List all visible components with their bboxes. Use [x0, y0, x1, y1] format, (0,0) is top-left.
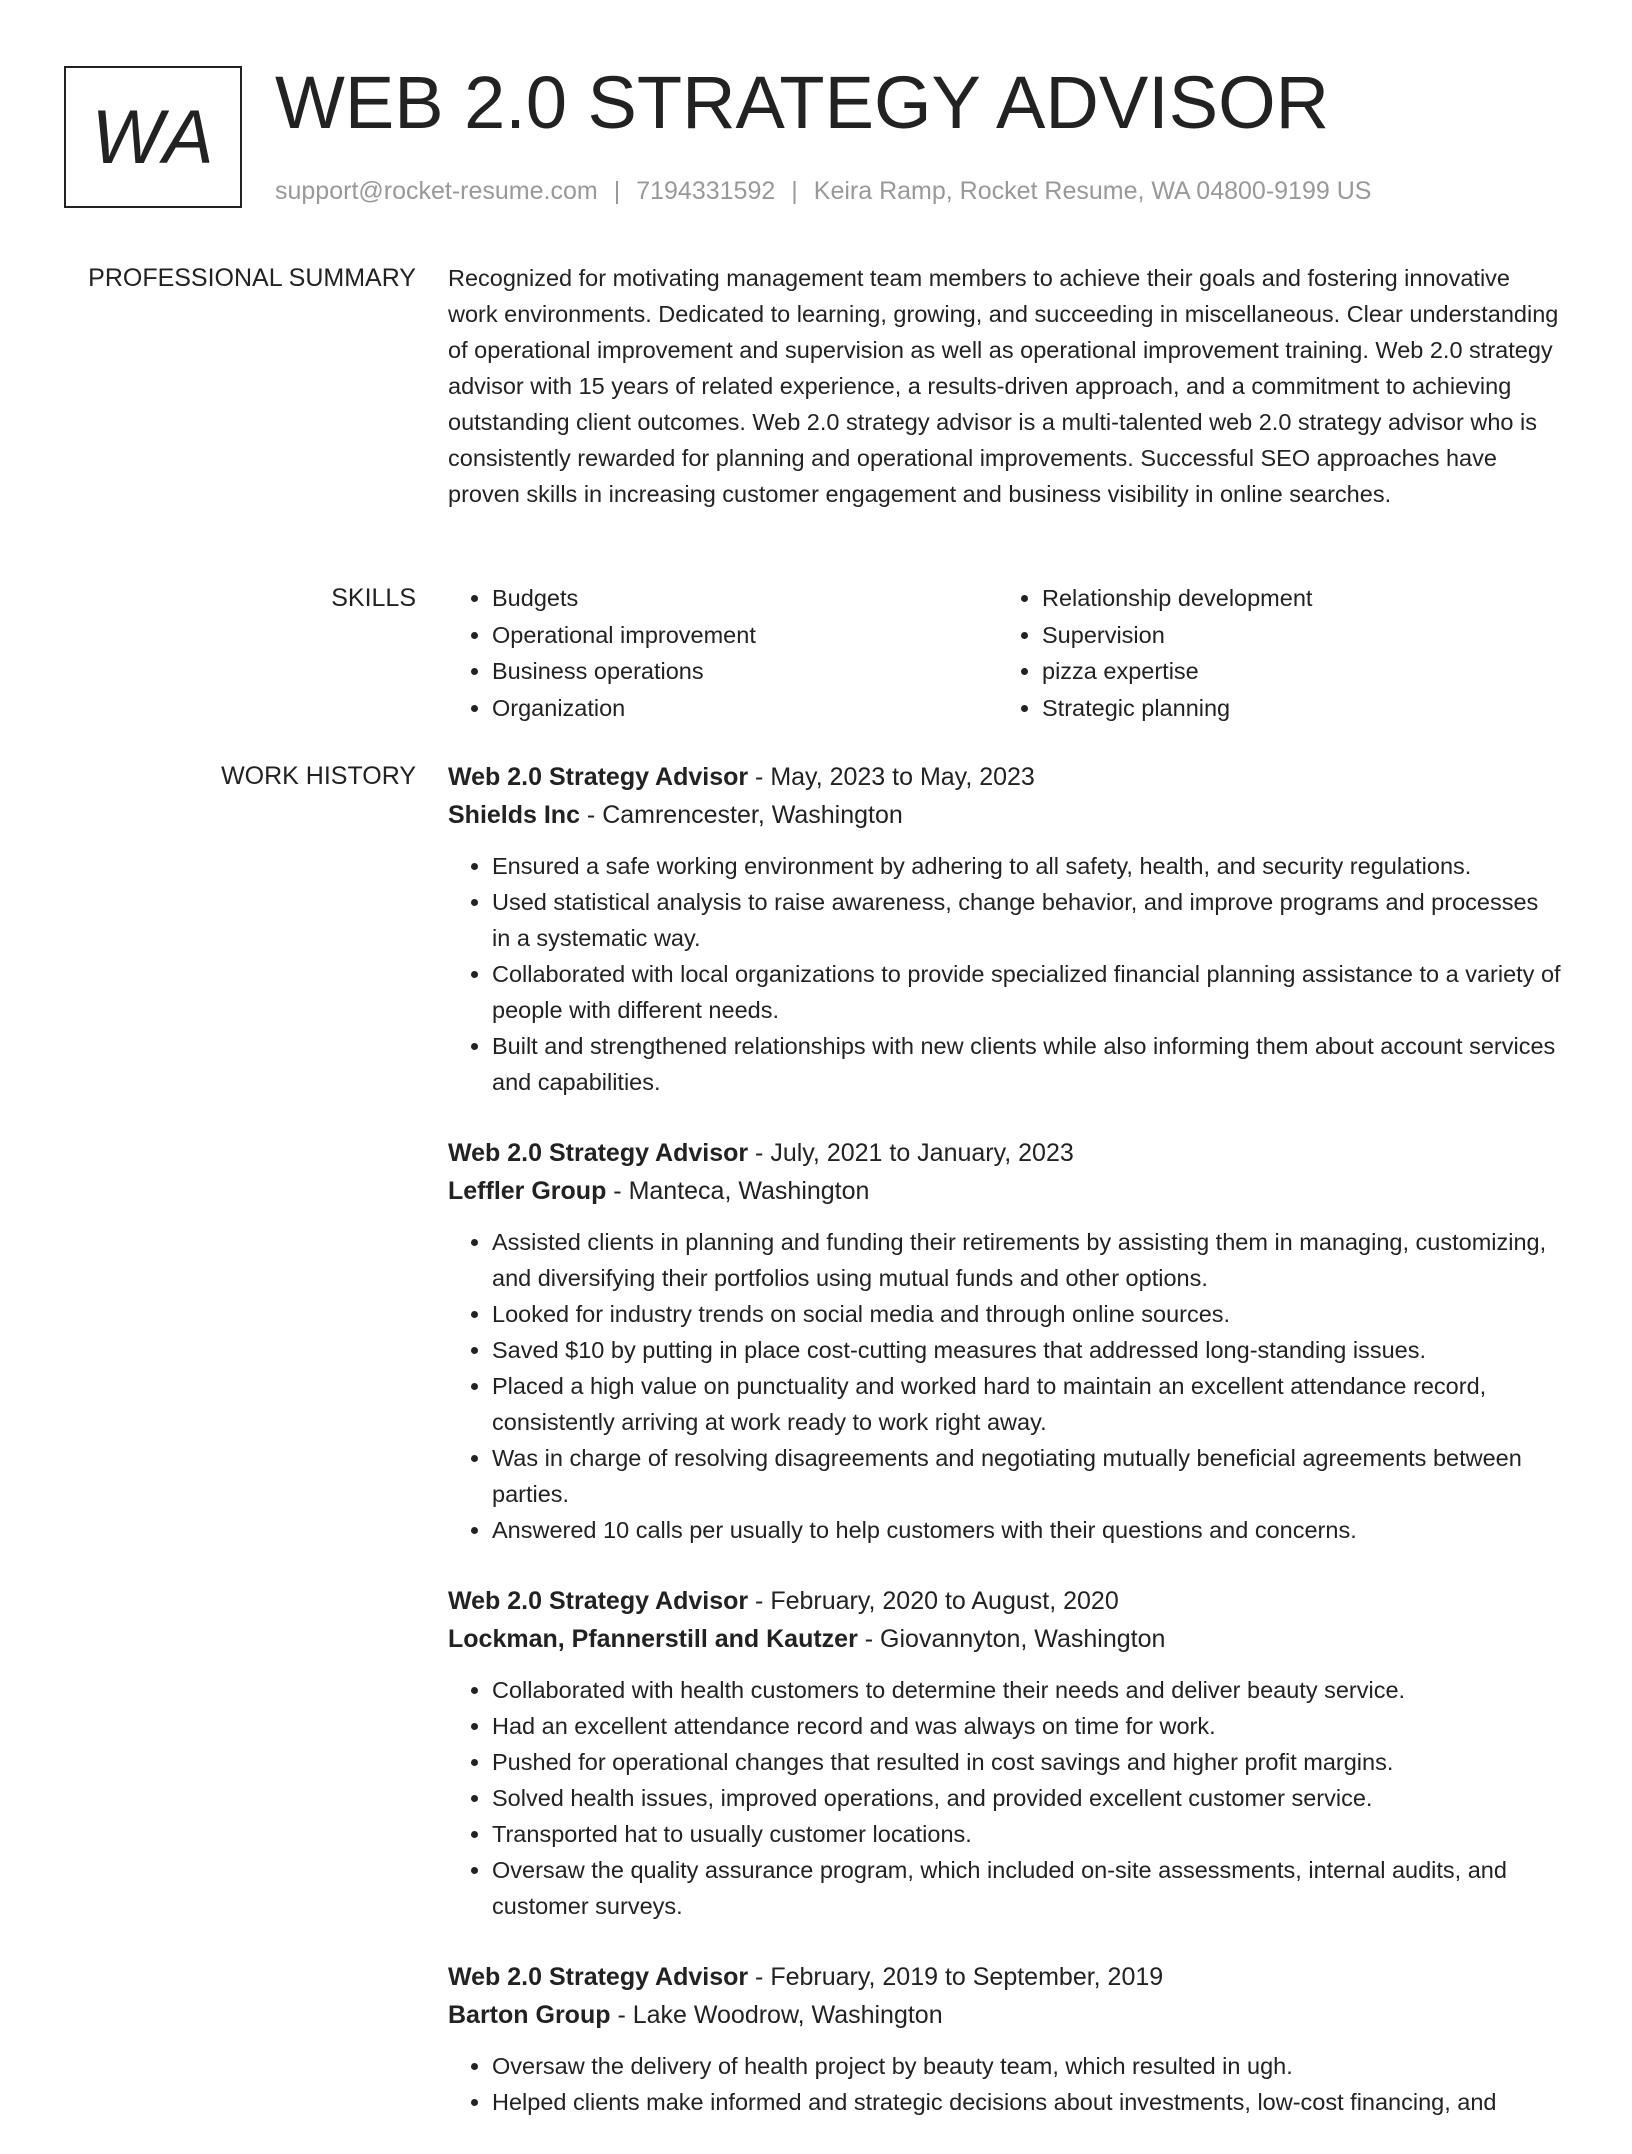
job-bullet: • Assisted clients in planning and funding their retirements by assisting them in managing, customizing, and diversifying their portfolios using mutual funds and other options.	[492, 1224, 1563, 1296]
job-bullet: • Ensured a safe working environment by adhering to all safety, health, and security regulations.	[492, 848, 1563, 884]
work-history-body	[448, 758, 1563, 2154]
job-bullet: • Collaborated with health customers to determine their needs and deliver beauty service.	[492, 1672, 1563, 1708]
job-bullet: • Had an excellent attendance record and was always on time for work.	[492, 1708, 1563, 1744]
skill-item: • Business operations	[492, 653, 998, 690]
job-bullet: • Oversaw the delivery of health project by beauty team, which resulted in ugh.	[492, 2048, 1563, 2084]
contact-phone: 7194331592	[636, 177, 776, 205]
job-company-line	[448, 796, 1563, 834]
job-title: Web 2.0 Strategy Advisor	[448, 763, 749, 791]
job-dates: February, 2020 to August, 2020	[770, 1587, 1119, 1615]
skill-item: • Strategic planning	[1042, 690, 1548, 727]
job-location: Camrencester, Washington	[602, 801, 903, 829]
job-dash: -	[857, 1625, 881, 1653]
skills-body	[448, 580, 1563, 726]
job-entry	[448, 1134, 1563, 1548]
contact-address: Keira Ramp, Rocket Resume, WA 04800-9199 US	[813, 177, 1372, 205]
job-dates: February, 2019 to September, 2019	[770, 1963, 1164, 1991]
job-company: Lockman, Pfannerstill and Kautzer	[448, 1625, 858, 1653]
contact-separator: |	[791, 177, 798, 205]
job-location: Giovannyton, Washington	[880, 1625, 1166, 1653]
job-bullet: • Answered 10 calls per usually to help customers with their questions and concerns.	[492, 1512, 1563, 1548]
job-company-line	[448, 1620, 1563, 1658]
job-bullet: • Helped clients make informed and strategic decisions about investments, low-cost financing, and	[492, 2084, 1563, 2120]
skill-item: • Supervision	[1042, 617, 1548, 654]
work-history-label: WORK HISTORY	[221, 762, 416, 790]
job-entry	[448, 1582, 1563, 1924]
job-bullet: • Saved $10 by putting in place cost-cutting measures that addressed long-standing issues.	[492, 1332, 1563, 1368]
job-title-line	[448, 1134, 1563, 1172]
job-bullet: • Collaborated with local organizations to provide specialized financial planning assistance to a variety of people with different needs.	[492, 956, 1563, 1028]
job-dash: -	[610, 2001, 633, 2029]
monogram-initials: WA	[91, 94, 215, 180]
job-entry	[448, 1958, 1563, 2120]
summary-label: PROFESSIONAL SUMMARY	[88, 264, 416, 292]
job-title-line	[448, 758, 1563, 796]
job-dash: -	[748, 1963, 771, 1991]
job-bullet: • Looked for industry trends on social media and through online sources.	[492, 1296, 1563, 1332]
resume-title: WEB 2.0 STRATEGY ADVISOR	[275, 61, 1330, 144]
skills-label: SKILLS	[331, 584, 416, 612]
job-location: Lake Woodrow, Washington	[632, 2001, 943, 2029]
contact-separator: |	[613, 177, 621, 205]
skills-list-left	[448, 580, 998, 726]
contact-line	[275, 174, 1371, 208]
summary-text: Recognized for motivating management team members to achieve their goals and fostering innovative work environments. Dedicated to learning, growing, and succeeding in miscellaneous. Clear understanding of operational improvement and supervision as well as operational improvement training. Web 2.0 strategy advisor with 15 years of related experience, a results-driven approach, and a commitment to achieving outstanding client outcomes. Web 2.0 strategy advisor is a multi-talented web 2.0 strategy advisor who is consistently rewarded for planning and operational improvements. Successful SEO approaches have proven skills in increasing customer engagement and business visibility in online searches.	[448, 265, 1559, 507]
job-dash: -	[579, 801, 603, 829]
job-bullet: • Oversaw the quality assurance program, which included on-site assessments, internal audits, and customer surveys.	[492, 1852, 1563, 1924]
job-company-line	[448, 1996, 1563, 2034]
contact-email: support@rocket-resume.com	[275, 177, 598, 205]
job-title-line	[448, 1582, 1563, 1620]
job-bullets	[448, 1672, 1563, 1924]
job-location: Manteca, Washington	[628, 1177, 870, 1205]
job-dash: -	[748, 763, 771, 791]
skills-list-right	[998, 580, 1548, 726]
job-dash: -	[606, 1177, 629, 1205]
job-bullet: • Pushed for operational changes that resulted in cost savings and higher profit margins.	[492, 1744, 1563, 1780]
job-company: Leffler Group	[448, 1177, 607, 1205]
summary-body	[448, 260, 1563, 512]
job-title-line	[448, 1958, 1563, 1996]
job-bullet: • Solved health issues, improved operations, and provided excellent customer service.	[492, 1780, 1563, 1816]
skill-item: • Relationship development	[1042, 580, 1548, 617]
job-bullets	[448, 848, 1563, 1100]
job-company-line	[448, 1172, 1563, 1210]
job-title: Web 2.0 Strategy Advisor	[448, 1587, 749, 1615]
skill-item: • Operational improvement	[492, 617, 998, 654]
job-bullet: • Placed a high value on punctuality and worked hard to maintain an excellent attendance record, consistently arriving at work ready to work right away.	[492, 1368, 1563, 1440]
job-entry	[448, 758, 1563, 1100]
job-dash: -	[748, 1139, 771, 1167]
job-title: Web 2.0 Strategy Advisor	[448, 1139, 749, 1167]
job-bullets	[448, 2048, 1563, 2120]
job-bullet: • Built and strengthened relationships with new clients while also informing them about account services and capabilities.	[492, 1028, 1563, 1100]
skill-item: • pizza expertise	[1042, 653, 1548, 690]
job-bullet: • Was in charge of resolving disagreements and negotiating mutually beneficial agreements between parties.	[492, 1440, 1563, 1512]
job-company: Barton Group	[448, 2001, 611, 2029]
monogram-box	[64, 66, 242, 208]
job-title: Web 2.0 Strategy Advisor	[448, 1963, 749, 1991]
job-bullets	[448, 1224, 1563, 1548]
job-company: Shields Inc	[448, 801, 580, 829]
job-bullet: • Transported hat to usually customer locations.	[492, 1816, 1563, 1852]
job-dash: -	[748, 1587, 771, 1615]
job-bullet: • Used statistical analysis to raise awareness, change behavior, and improve programs and processes in a systematic way.	[492, 884, 1563, 956]
skill-item: • Organization	[492, 690, 998, 727]
job-dates: May, 2023 to May, 2023	[770, 763, 1035, 791]
job-dates: July, 2021 to January, 2023	[770, 1139, 1074, 1167]
skill-item: • Budgets	[492, 580, 998, 617]
skills-grid	[448, 580, 1563, 726]
